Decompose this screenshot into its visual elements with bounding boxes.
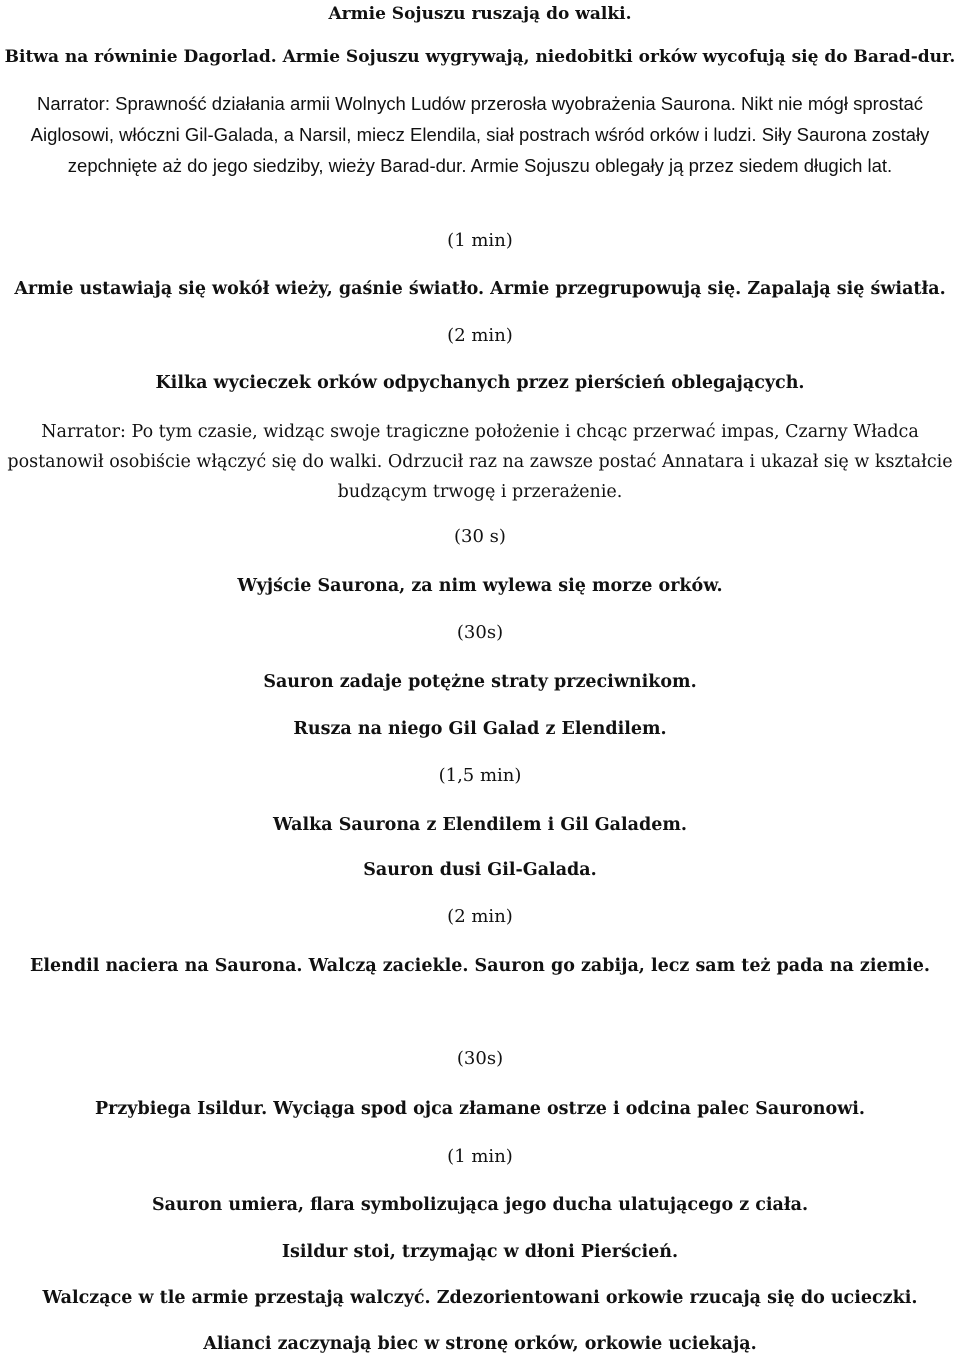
stage-direction: Bitwa na równinie Dagorlad. Armie Sojuszu wygrywają, niedobitki orków wycofują się do Barad-dur. — [4, 47, 956, 67]
stage-direction: Armie Sojuszu ruszają do walki. — [328, 4, 632, 24]
time-marker: (1 min) — [447, 230, 513, 251]
time-marker: (2 min) — [447, 906, 513, 927]
narration-text: Po tym czasie, widząc swoje tragiczne położenie i chcąc przerwać impas, Czarny Władca postanowił osobiście włączyć się do walki. Odrzucił raz na zawsze postać Annatara i ukazał się w kształcie budzącym trwogę i przerażenie. — [7, 422, 953, 502]
narration-paragraph — [4, 417, 956, 507]
stage-direction: Przybiega Isildur. Wyciąga spod ojca złamane ostrze i odcina palec Sauronowi. — [94, 1099, 865, 1119]
time-marker: (30 s) — [454, 526, 506, 547]
speaker-label: Narrator: — [41, 422, 126, 442]
stage-direction: Alianci zaczynają biec w stronę orków, orkowie uciekają. — [203, 1334, 757, 1354]
stage-direction: Walka Saurona z Elendilem i Gil Galadem. — [273, 815, 687, 835]
stage-direction: Elendil naciera na Saurona. Walczą zaciekle. Sauron go zabija, lecz sam też pada na ziemie. — [29, 956, 931, 976]
time-marker: (30s) — [456, 622, 504, 643]
time-marker: (30s) — [456, 1048, 504, 1069]
stage-direction: Sauron umiera, flara symbolizująca jego ducha ulatującego z ciała. — [151, 1195, 809, 1215]
stage-direction: Walczące w tle armie przestają walczyć. Zdezorientowani orkowie rzucają się do ucieczki. — [42, 1288, 918, 1308]
stage-direction: Rusza na niego Gil Galad z Elendilem. — [293, 719, 667, 739]
time-marker: (2 min) — [447, 325, 513, 346]
narration-paragraph — [4, 88, 956, 181]
stage-direction: Sauron dusi Gil-Galada. — [363, 860, 597, 880]
stage-direction: Armie ustawiają się wokół wieży, gaśnie światło. Armie przegrupowują się. Zapalają się światła. — [14, 279, 946, 299]
stage-direction: Wyjście Saurona, za nim wylewa się morze orków. — [237, 576, 723, 596]
stage-direction: Kilka wycieczek orków odpychanych przez pierścień oblegających. — [155, 373, 805, 393]
time-marker: (1,5 min) — [438, 765, 522, 786]
narration-text: Sprawność działania armii Wolnych Ludów przerosła wyobrażenia Saurona. Nikt nie mógł sprostać Aiglosowi, włóczni Gil-Galada, a Narsil, miecz Elendila, siał postrach wśród orków i ludzi. Siły Saurona zostały zepchnięte aż do jego siedziby, wieży Barad-dur. Armie Sojuszu oblegały ją przez siedem długich lat. — [30, 93, 930, 176]
time-marker: (1 min) — [447, 1146, 513, 1167]
stage-direction: Isildur stoi, trzymając w dłoni Pierścień. — [281, 1242, 679, 1262]
speaker-label: Narrator: — [36, 93, 110, 114]
stage-direction: Sauron zadaje potężne straty przeciwnikom. — [263, 672, 697, 692]
